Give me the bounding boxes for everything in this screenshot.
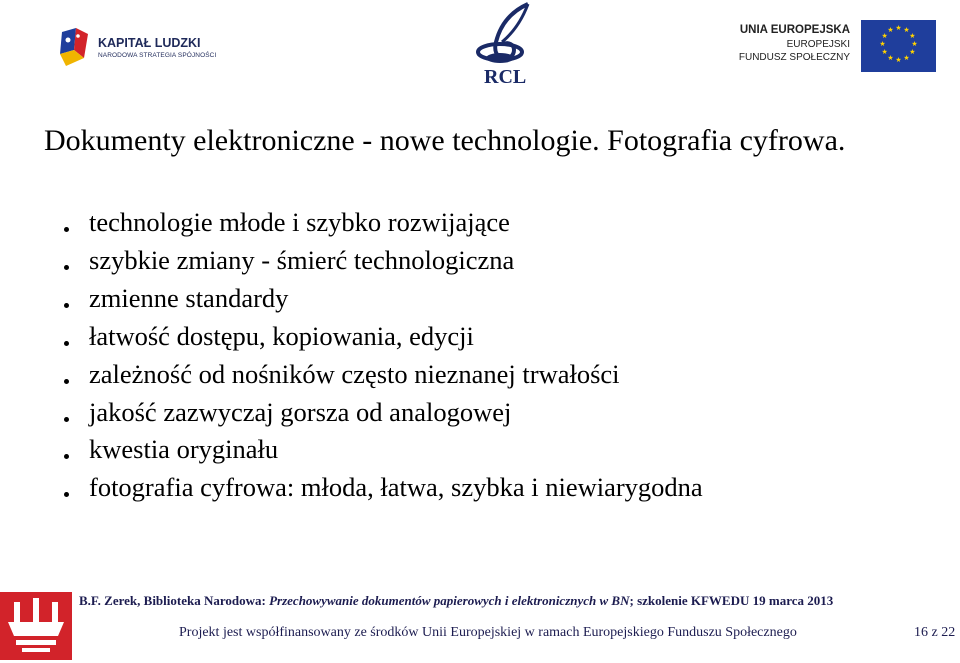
bullet-dot-icon — [64, 341, 69, 346]
eu-logo-line1: UNIA EUROPEJSKA — [739, 24, 850, 36]
list-item: kwestia oryginału — [64, 431, 703, 469]
list-item: technologie młode i szybko rozwijające — [64, 204, 703, 242]
svg-text:★: ★ — [909, 32, 916, 40]
bullet-dot-icon — [64, 379, 69, 384]
list-item: fotografia cyfrowa: młoda, łatwa, szybka i niewiarygodna — [64, 469, 703, 507]
kapital-ludzki-title: KAPITAŁ LUDZKI — [98, 36, 201, 50]
bullet-dot-icon — [64, 417, 69, 422]
bullet-dot-icon — [64, 303, 69, 308]
biblioteka-narodowa-logo-icon — [0, 592, 72, 660]
kapital-ludzki-mark-icon — [58, 24, 90, 68]
eu-logo-line2: EUROPEJSKI — [786, 39, 850, 50]
slide-title: Dokumenty elektroniczne - nowe technologie. Fotografia cyfrowa. — [44, 124, 846, 157]
svg-text:★: ★ — [895, 24, 902, 32]
bullet-dot-icon — [64, 492, 69, 497]
funding-notice: Projekt jest współfinansowany ze środków Unii Europejskiej w ramach Europejskiego Funduszu Społecznego — [179, 625, 797, 640]
svg-text:★: ★ — [887, 53, 894, 62]
svg-text:★: ★ — [903, 53, 910, 62]
eu-logo-line3: FUNDUSZ SPOŁECZNY — [738, 52, 850, 63]
svg-text:★: ★ — [895, 56, 902, 64]
page-number: 16 z 22 — [914, 625, 956, 640]
list-item: zależność od nośników często nieznanej trwałości — [64, 356, 703, 394]
rcl-logo-text: RCL — [484, 66, 527, 88]
rcl-quill-icon — [470, 2, 540, 68]
bullet-list — [64, 204, 703, 507]
list-item: zmienne standardy — [64, 280, 703, 318]
svg-text:★: ★ — [881, 48, 888, 56]
presentation-title: Przechowywanie dokumentów papierowych i elektronicznych w BN — [269, 593, 630, 608]
bullet-dot-icon — [64, 227, 69, 232]
kapital-ludzki-logo — [58, 22, 217, 70]
svg-text:★: ★ — [887, 26, 894, 35]
svg-text:★: ★ — [903, 26, 910, 35]
eu-logo — [738, 20, 938, 72]
kapital-ludzki-subtitle: NARODOWA STRATEGIA SPÓJNOŚCI — [98, 52, 217, 59]
svg-text:★: ★ — [881, 32, 888, 40]
svg-text:★: ★ — [911, 40, 918, 48]
bullet-dot-icon — [64, 454, 69, 459]
svg-text:★: ★ — [909, 48, 916, 56]
list-item: łatwość dostępu, kopiowania, edycji — [64, 318, 703, 356]
list-item: jakość zazwyczaj gorsza od analogowej — [64, 394, 703, 432]
author-credit: B.F. Zerek, Biblioteka Narodowa: Przechowywanie dokumentów papierowych i elektronicznych w BN; szkolenie KFWEDU 19 marca 2013 — [79, 593, 834, 608]
bullet-dot-icon — [64, 265, 69, 270]
rcl-logo — [470, 2, 540, 94]
svg-text:★: ★ — [879, 40, 886, 48]
eu-flag-icon — [861, 20, 936, 72]
list-item: szybkie zmiany - śmierć technologiczna — [64, 242, 703, 280]
